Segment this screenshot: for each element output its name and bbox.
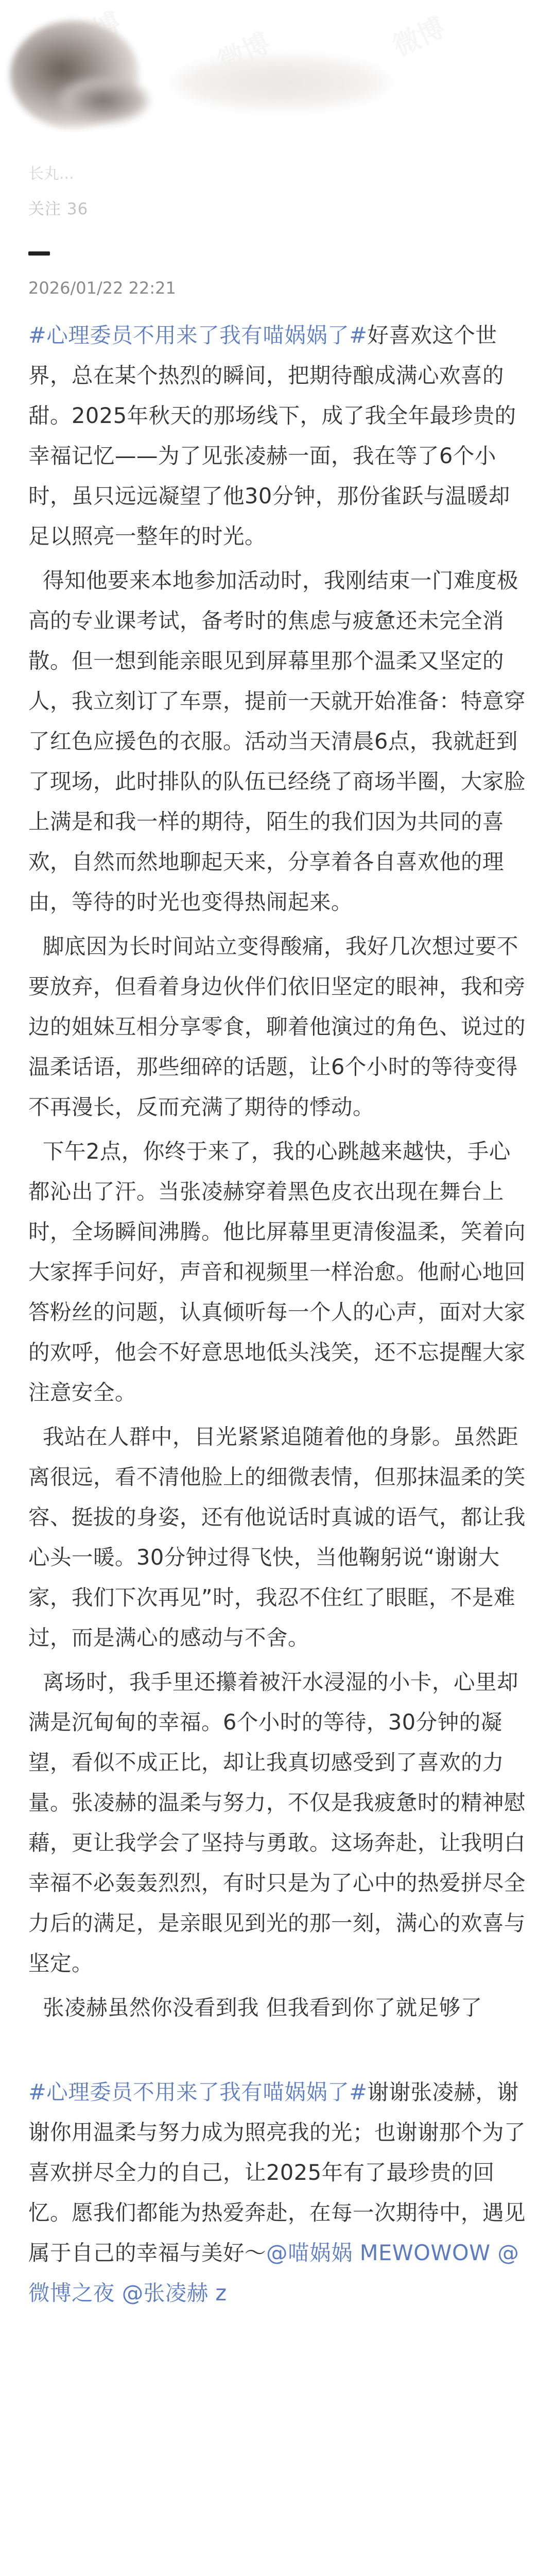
topic-link[interactable]: #心理委员不用来了我有喵娲娲了# [28, 323, 368, 348]
username-blur [170, 54, 391, 111]
post-paragraph [28, 315, 530, 556]
post-paragraph [28, 2072, 530, 2313]
post-paragraph: 我站在人群中，目光紧紧追随着他的身影。虽然距离很远，看不清他脸上的细微表情，但那抹温柔的笑容、挺拔的身姿，还有他说话时真诚的语气，都让我心头一暖。30分钟过得飞快，当他鞠躬说“谢谢大家，我们下次再见”时，我忍不住红了眼眶，不是难过，而是满心的感动与不舍。 [28, 1424, 526, 1650]
post-paragraph: 张凌赫虽然你没看到我 但我看到你了就足够了 [43, 1995, 482, 2020]
post-paragraph: 脚底因为长时间站立变得酸痛，我好几次想过要不要放弃，但看着身边伙伴们依旧坚定的眼神，我和旁边的姐妹互相分享零食，聊着他演过的角色、说过的温柔话语，那些细碎的话题，让6个小时的等待变得不再漫长，反而充满了期待的悸动。 [28, 934, 526, 1120]
post-paragraph: 得知他要来本地参加活动时，我刚结束一门难度极高的专业课考试，备考时的焦虑与疲惫还未完全消散。但一想到能亲眼见到屏幕里那个温柔又坚定的人，我立刻订了车票，提前一天就开始准备：特意穿了红色应援色的衣服。活动当天清晨6点，我就赶到了现场，此时排队的队伍已经绕了商场半圈，大家脸上满是和我一样的期待，陌生的我们因为共同的喜欢，自然而然地聊起天来，分享着各自喜欢他的理由，等待的时光也变得热闹起来。 [28, 568, 526, 914]
post-timestamp: 2026/01/22 22:21 [28, 278, 176, 298]
profile-header [0, 0, 556, 242]
paragraph-text: 好喜欢这个世界，总在某个热烈的瞬间，把期待酿成满心欢喜的甜。2025年秋天的那场线下，成了我全年最珍贵的幸福记忆——为了见张凌赫一面，我在等了6个小时，虽只远远凝望了他30分钟，那份雀跃与温暖却足以照亮一整年的时光。 [28, 323, 516, 549]
paragraph-text: 谢谢张凌赫，谢谢你用温柔与努力成为照亮我的光；也谢谢那个为了喜欢拼尽全力的自己，让2025年有了最珍贵的回忆。愿我们都能为热爱奔赴，在每一次期待中，遇见属于自己的幸福与美好～ [28, 2079, 526, 2265]
mention-link[interactable]: @喵娲娲 MEWOWOW [266, 2240, 491, 2265]
section-divider [28, 251, 50, 256]
follow-count[interactable]: 关注 36 [28, 200, 89, 218]
mention-link[interactable]: @微博之夜 [28, 2240, 519, 2306]
profile-handle: 长丸... [28, 165, 74, 183]
post-paragraph: 离场时，我手里还攥着被汗水浸湿的小卡，心里却满是沉甸甸的幸福。6个小时的等待，30分钟的凝望，看似不成正比，却让我真切感受到了喜欢的力量。张凌赫的温柔与努力，不仅是我疲惫时的精神慰藉，更让我学会了坚持与勇敢。这场奔赴，让我明白幸福不必轰轰烈烈，有时只是为了心中的热爱拼尽全力后的满足，是亲眼见到光的那一刻，满心的欢喜与坚定。 [28, 1669, 526, 1976]
post-paragraph: 下午2点，你终于来了，我的心跳越来越快，手心都沁出了汗。当张凌赫穿着黑色皮衣出现在舞台上时，全场瞬间沸腾。他比屏幕里更清俊温柔，笑着向大家挥手问好，声音和视频里一样治愈。他耐心地回答粉丝的问题，认真倾听每一个人的心声，面对大家的欢呼，他会不好意思地低头浅笑，还不忘提醒大家注意安全。 [28, 1139, 526, 1405]
watermark [386, 6, 450, 64]
paragraph-gap [28, 2032, 530, 2072]
mention-link[interactable]: @张凌赫 z [121, 2280, 227, 2306]
avatar-detail [57, 77, 149, 124]
topic-link[interactable]: #心理委员不用来了我有喵娲娲了# [28, 2079, 368, 2105]
post-body [28, 315, 530, 2317]
